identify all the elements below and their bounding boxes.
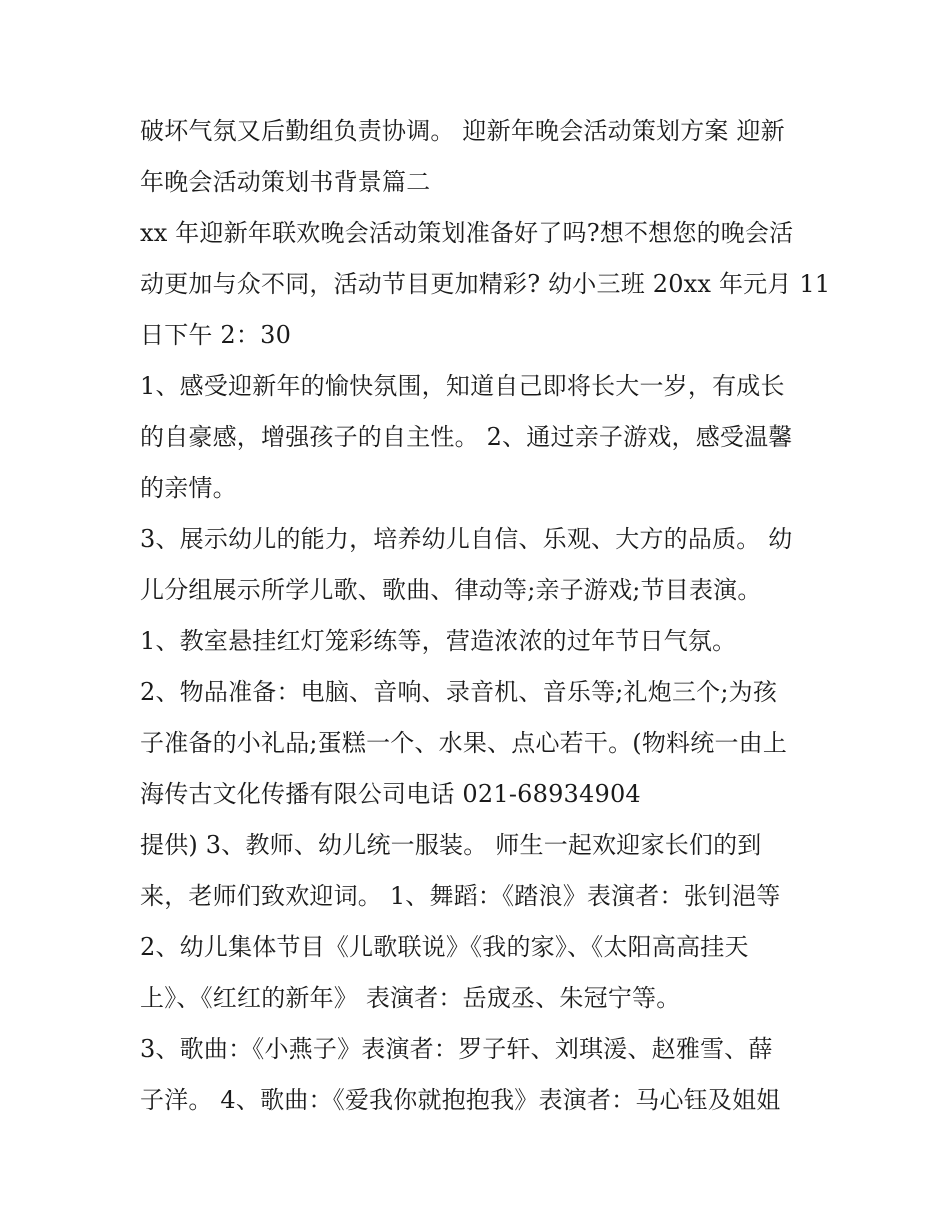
text-line: 日下午 2：30 <box>140 321 292 349</box>
text-line: 年晚会活动策划书背景篇二 <box>140 168 431 196</box>
text-line: 海传古文化传播有限公司电话 021-68934904 <box>140 780 641 808</box>
text-line: 的亲情。 <box>140 474 237 502</box>
text-line: 上》、《红红的新年》 表演者：岳宬丞、朱冠宁等。 <box>140 984 681 1012</box>
text-line: 3、展示幼儿的能力，培养幼儿自信、乐观、大方的品质。 幼 <box>140 525 793 553</box>
text-line: 动更加与众不同，活动节目更加精彩? 幼小三班 20xx 年元月 11 <box>140 270 831 298</box>
text-line: 1、教室悬挂红灯笼彩练等，营造浓浓的过年节日气氛。 <box>140 627 737 655</box>
text-line: 3、歌曲：《小燕子》表演者：罗子轩、刘琪湲、赵雅雪、薛 <box>140 1035 773 1063</box>
text-line: 的自豪感，增强孩子的自主性。 2、通过亲子游戏，感受温馨 <box>140 423 793 451</box>
text-line: 提供) 3、教师、幼儿统一服装。 师生一起欢迎家长们的到 <box>140 831 762 859</box>
text-line: 破坏气氛又后勤组负责协调。 迎新年晚会活动策划方案 迎新 <box>140 117 785 145</box>
text-line: 儿分组展示所学儿歌、歌曲、律动等;亲子游戏;节目表演。 <box>140 576 762 604</box>
text-line: 2、物品准备：电脑、音响、录音机、音乐等;礼炮三个;为孩 <box>140 678 778 706</box>
text-line: xx 年迎新年联欢晚会活动策划准备好了吗?想不想您的晚会活 <box>140 219 794 247</box>
document-body <box>140 106 831 1126</box>
text-line: 2、幼儿集体节目《儿歌联说》《我的家》、《太阳高高挂天 <box>140 933 749 961</box>
text-line: 子洋。 4、歌曲：《爱我你就抱抱我》表演者：马心钰及姐姐 <box>140 1086 781 1114</box>
text-line: 子准备的小礼品;蛋糕一个、水果、点心若干。(物料统一由上 <box>140 729 788 757</box>
text-line: 1、感受迎新年的愉快氛围，知道自己即将长大一岁，有成长 <box>140 372 785 400</box>
text-line: 来，老师们致欢迎词。 1、舞蹈：《踏浪》表演者：张钊浥等 <box>140 882 781 910</box>
